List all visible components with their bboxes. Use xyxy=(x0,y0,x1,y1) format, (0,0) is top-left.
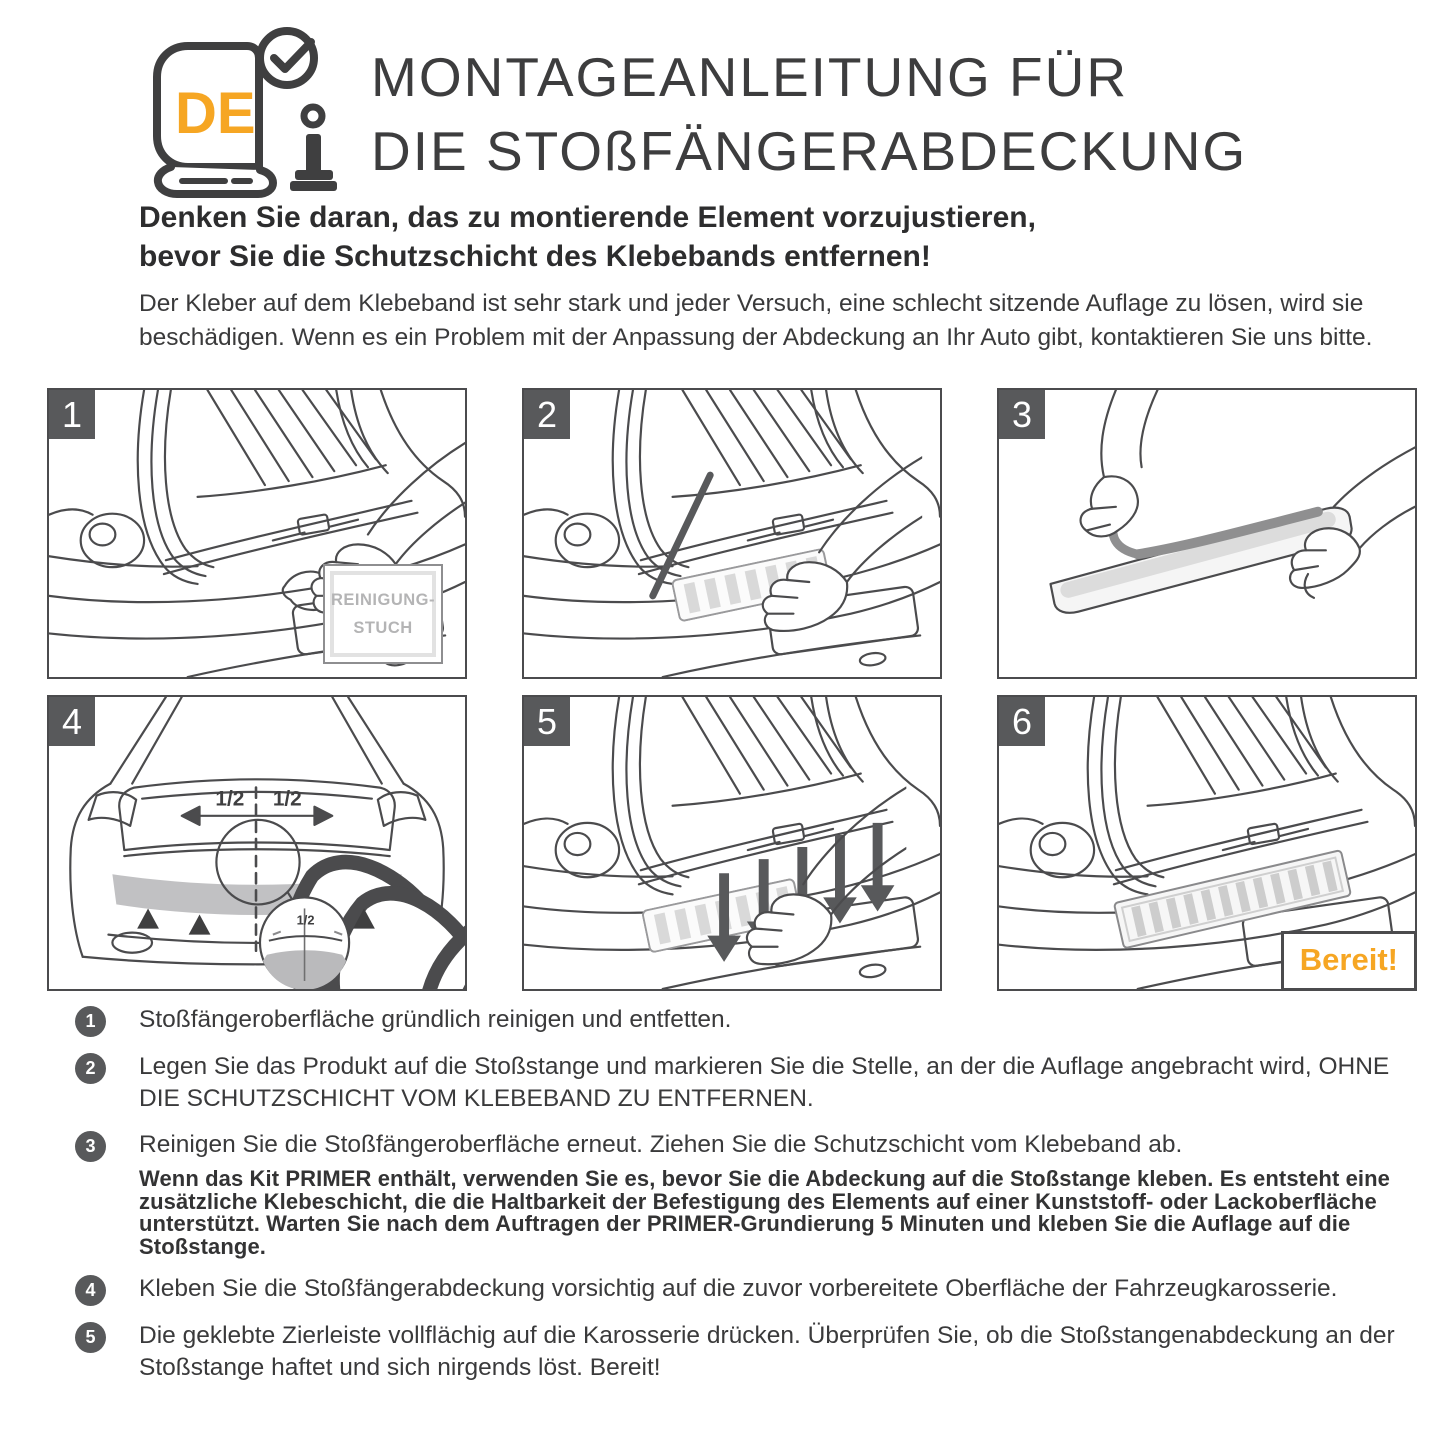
ready-badge: Bereit! xyxy=(1281,931,1417,991)
step-number-badge: 5 xyxy=(75,1322,106,1353)
cloth-label-line-2: STUCH xyxy=(353,618,413,637)
half-label-detail: 1/2 xyxy=(296,912,315,928)
check-circle-icon xyxy=(260,31,314,85)
pressing-illustration xyxy=(524,697,940,989)
half-label-right: 1/2 xyxy=(272,787,302,811)
info-icon xyxy=(290,107,337,191)
step-item-3 xyxy=(75,1129,1420,1258)
intro-paragraph: Der Kleber auf dem Klebeband ist sehr stark und jeder Versuch, eine schlecht sitzende Auflage zu lösen, wird sie beschädigen. Wenn es ein Problem mit der Anpassung der Abdeckung an Ihr Auto gibt, kontaktieren Sie uns bitte. xyxy=(139,290,1373,351)
panel-number-badge: 2 xyxy=(524,390,570,439)
centering-illustration xyxy=(49,697,465,989)
panel-number-badge: 3 xyxy=(999,390,1045,439)
step-text-main: Reinigen Sie die Stoßfängeroberfläche erneut. Ziehen Sie die Schutzschicht vom Klebeband ab. xyxy=(139,1131,1183,1158)
step-item-4 xyxy=(75,1273,1420,1306)
illustration-grid xyxy=(47,388,1417,991)
step-number-badge: 3 xyxy=(75,1131,106,1162)
step-number-badge: 4 xyxy=(75,1275,106,1306)
language-code: DE xyxy=(175,81,256,146)
panel-number-badge: 4 xyxy=(49,697,95,746)
step-item-5 xyxy=(75,1320,1420,1384)
warning-text xyxy=(139,198,1036,276)
panel-5-pressing xyxy=(522,695,942,991)
step-text: Die geklebte Zierleiste vollflächig auf die Karosserie drücken. Überprüfen Sie, ob die Stoßstangenabdeckung an der Stoßstange haftet und sich nirgends löst. Bereit! xyxy=(139,1322,1395,1381)
warning-line-2: bevor Sie die Schutzschicht des Klebebands entfernen! xyxy=(139,240,931,273)
peeling-illustration xyxy=(999,390,1415,677)
half-label-left: 1/2 xyxy=(215,787,245,811)
step-item-1 xyxy=(75,1004,1420,1037)
step-number-badge: 1 xyxy=(75,1006,106,1037)
cleaning-cloth-label xyxy=(323,564,443,664)
panel-3-peeling xyxy=(997,388,1417,679)
step-text: Kleben Sie die Stoßfängerabdeckung vorsichtig auf die zuvor vorbereitete Oberfläche der Fahrzeugkarosserie. xyxy=(139,1275,1338,1302)
manual-book-icon xyxy=(130,20,342,212)
panel-4-centering xyxy=(47,695,467,991)
panel-1-cleaning xyxy=(47,388,467,679)
instruction-steps xyxy=(75,1004,1420,1398)
cloth-label-line-1: REINIGUNG- xyxy=(331,590,435,609)
step-item-2 xyxy=(75,1051,1420,1115)
panel-number-badge: 1 xyxy=(49,390,95,439)
primer-note: Wenn das Kit PRIMER enthält, verwenden Sie es, bevor Sie die Abdeckung auf die Stoßstange kleben. Es entsteht eine zusätzliche Klebeschicht, die die Haltbarkeit der Befestigung des Elements auf einer Kunststoff- oder Lackoberfläche unterstützt. Warten Sie nach dem Auftragen der PRIMER-Grundierung 5 Minuten und kleben Sie die Auflage auf die Stoßstange. xyxy=(139,1166,1391,1259)
title-line-1: MONTAGEANLEITUNG FÜR xyxy=(371,46,1129,108)
panel-number-badge: 6 xyxy=(999,697,1045,746)
check-mark-icon xyxy=(274,42,311,69)
book-de-icon xyxy=(130,20,342,212)
panel-2-marking xyxy=(522,388,942,679)
step-text: Stoßfängeroberfläche gründlich reinigen und entfetten. xyxy=(139,1006,732,1033)
panel-number-badge: 5 xyxy=(524,697,570,746)
warning-line-1: Denken Sie daran, das zu montierende Element vorzujustieren, xyxy=(139,201,1036,234)
step-number-badge: 2 xyxy=(75,1053,106,1084)
step-text: Legen Sie das Produkt auf die Stoßstange und markieren Sie die Stelle, an der die Auflage angebracht wird, OHNE DIE SCHUTZSCHICHT VOM KLEBEBAND ZU ENTFERNEN. xyxy=(139,1053,1390,1112)
marking-illustration xyxy=(524,390,940,677)
page-title xyxy=(371,40,1247,188)
title-line-2: DIE STOßFÄNGERABDECKUNG xyxy=(371,120,1248,182)
panel-6-ready xyxy=(997,695,1417,991)
step-text xyxy=(139,1129,1420,1258)
